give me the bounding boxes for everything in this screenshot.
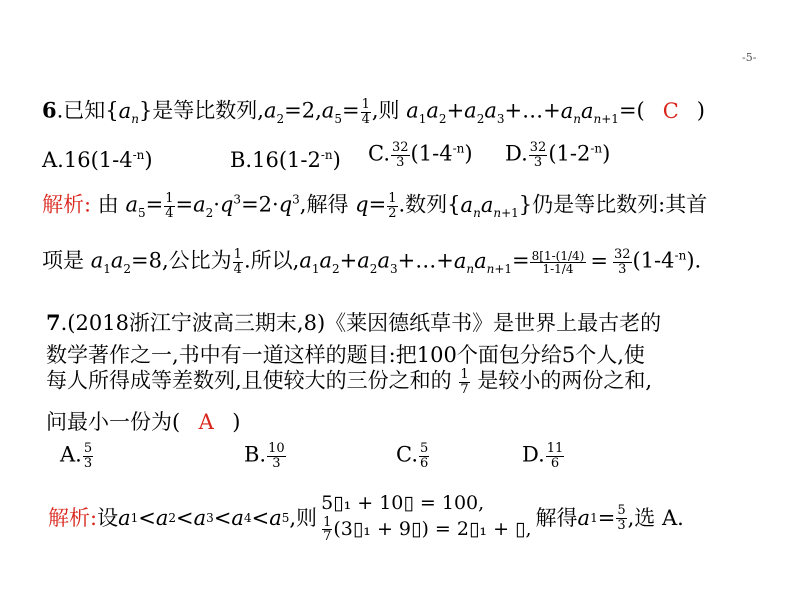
q7-option-d: D. $\frac{11}{6}$ (522, 441, 564, 471)
equation-2: $\frac{1}{7}$ (3▯₁ + 9▯) = 2▯₁ + ▯, (323, 514, 532, 545)
solution-label: 解析: (48, 505, 98, 530)
q6-text: .已知{ (56, 98, 119, 123)
solution-label: 解析: (42, 192, 92, 217)
q6-text: +…+ (504, 98, 561, 123)
q6-text: }是等比数列, (138, 98, 264, 123)
equation-system (321, 492, 531, 544)
q7-number: 7 (46, 310, 61, 335)
q7-line3: 每人所得成等差数列,且使较大的三份之和的 $\frac{1}{7}$ 是较小的两份之和, (46, 367, 652, 397)
q6-text: =( (618, 98, 645, 123)
q7-line2: 数学著作之一,书中有一道这样的题目:把100个面包分给5个人,使 (46, 343, 645, 367)
q6-option-c: C. $\frac{32}{3}$ $(1-4^{-n})$ (368, 140, 473, 170)
q6-text: =2, (284, 98, 322, 123)
complex-fraction: $\frac{8[1-(1/4)}{1-1/4}$ (531, 248, 585, 276)
q6-fraction: $\frac{1}{4}$ (361, 97, 370, 127)
q6-options (42, 150, 153, 171)
q7-option-b: B. $\frac{10}{3}$ (244, 441, 285, 471)
q7-solution: 解析: 设 a 1 < a 2 < a 3 < a 4 < a 5 ,则 5▯₁ + 10▯ = 100, $\frac{1}{7}$ (3▯₁ + 9▯) = 2▯₁ + ▯, 解得 a 1 = $\frac{5}{3}$ ,选 A. (48, 492, 684, 545)
q7-option-a: A. $\frac{5}{3}$ (60, 441, 93, 471)
q6-text: ) (696, 98, 705, 123)
q7-answer: A (198, 410, 214, 434)
q6-solution-line1: 解析: 由 $a_5=$ $\frac{1}{4}$ $=a_2\cdot q^3=2\cdot q^3$,解得 q= $\frac{1}{2}$ .数列$\{a_na_{n+1}\}$仍是等比数列:其首 (42, 191, 708, 221)
q6-option-b: $B.16(1-2^{-n})$ (230, 148, 341, 172)
q6-text: = (341, 98, 360, 123)
q7-option-c: C. $\frac{5}{6}$ (396, 441, 429, 471)
q6-number: 6 (42, 97, 57, 123)
q7-line4: 问最小一份为( A ) (46, 410, 241, 434)
q6-stem: 6.已知$\{a_n\}$是等比数列$,a_2=2,a_5=$ $\frac{1}{4}$ ,则 $a_1a_2+a_2a_3+\dots+a_na_{n+1}=$( C ) (42, 97, 705, 127)
page-number: -5- (742, 51, 757, 64)
q7-line1: 7.(2018浙江宁波高三期末,8)《莱因德纸草书》是世界上最古老的 (46, 310, 662, 335)
q6-option-a: $A.16(1-4^{-n})$ (42, 148, 153, 172)
q6-answer: C (662, 98, 679, 123)
q6-text: ,则 (371, 98, 407, 123)
q6-option-d: D. $\frac{32}{3}$ $(1-2^{-n})$ (505, 140, 611, 170)
q6-solution-line2: 项是 $a_1a_2=8$,公比为 $\frac{1}{4}$ .所以$,a_1a_2+a_2a_3+\dots+a_na_{n+1}=$ $\frac{8[1-(1/4)}{1-1/4}$ = $\frac{32}{3}$ $(1-4^{-n})$. (42, 247, 702, 277)
equation-1: 5▯₁ + 10▯ = 100, (321, 492, 485, 514)
